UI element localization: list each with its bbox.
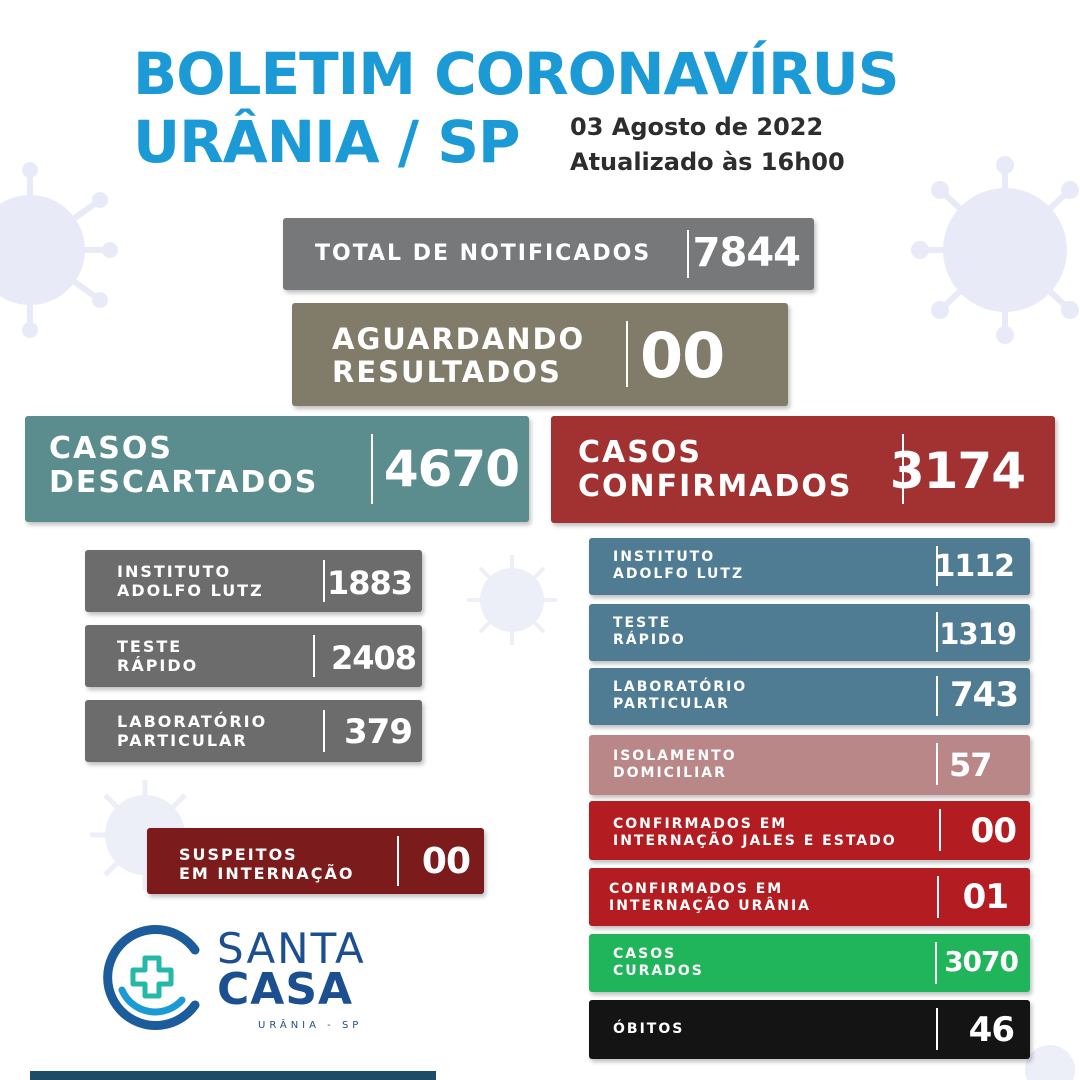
bottom-bar [30, 1071, 436, 1080]
aguardando-value: 00 [640, 319, 725, 392]
casos-descartados-box [25, 416, 529, 522]
breakdown-value: 57 [949, 746, 992, 784]
total-notificados-value: 7844 [692, 230, 800, 276]
santa-casa-logo [100, 920, 400, 1040]
descartados-laboratorio-box [85, 700, 422, 762]
breakdown-value: 46 [968, 1010, 1014, 1050]
divider [935, 942, 937, 984]
breakdown-value: 1883 [326, 564, 412, 602]
divider [936, 743, 938, 785]
total-notificados-box [283, 218, 814, 290]
virus-icon [905, 150, 1080, 350]
suspeitos-label: SUSPEITOS EM INTERNAÇÃO [179, 845, 355, 883]
confirmados-teste-rapido-box [589, 604, 1030, 661]
breakdown-label: TESTE RÁPIDO [117, 637, 199, 675]
logo-text-santa: SANTA [217, 924, 366, 973]
aguardando-label: AGUARDANDO RESULTADOS [332, 322, 586, 389]
total-notificados-label: TOTAL DE NOTIFICADOS [315, 241, 652, 266]
report-date: 03 Agosto de 2022 [570, 113, 824, 141]
title-line-1: BOLETIM CORONAVÍRUS [133, 40, 899, 108]
divider [313, 635, 315, 677]
divider [936, 612, 938, 652]
casos-confirmados-box [551, 416, 1055, 523]
breakdown-value: 743 [950, 675, 1018, 715]
breakdown-label: CASOS CURADOS [613, 946, 704, 979]
divider [936, 1008, 938, 1050]
breakdown-label: LABORATÓRIO PARTICULAR [117, 712, 268, 750]
obitos-box [589, 1000, 1030, 1059]
breakdown-value: 01 [962, 877, 1008, 917]
breakdown-label: CONFIRMADOS EM INTERNAÇÃO JALES E ESTADO [613, 816, 897, 849]
title-line-2: URÂNIA / SP [133, 108, 520, 176]
suspeitos-internacao-box [147, 828, 484, 894]
casos-curados-box [589, 934, 1030, 992]
divider [936, 676, 938, 716]
divider [687, 230, 689, 278]
divider [397, 836, 399, 886]
divider [323, 710, 325, 752]
suspeitos-value: 00 [421, 841, 470, 882]
breakdown-value: 00 [970, 811, 1016, 851]
divider [939, 809, 941, 851]
breakdown-value: 1319 [939, 617, 1016, 651]
breakdown-label: INSTITUTO ADOLFO LUTZ [613, 549, 745, 582]
virus-icon [0, 160, 120, 340]
casos-confirmados-value: 3174 [889, 442, 1025, 500]
report-date-block [570, 110, 845, 180]
divider [626, 321, 628, 387]
confirmados-laboratorio-box [589, 668, 1030, 725]
breakdown-label: LABORATÓRIO PARTICULAR [613, 679, 748, 712]
breakdown-value: 3070 [944, 945, 1018, 978]
divider [937, 876, 939, 918]
descartados-adolfo-lutz-box [85, 550, 422, 612]
aguardando-box [292, 303, 788, 406]
casos-descartados-value: 4670 [383, 440, 519, 498]
breakdown-value: 2408 [330, 639, 416, 677]
divider [371, 434, 373, 504]
descartados-teste-rapido-box [85, 625, 422, 687]
breakdown-label: ÓBITOS [613, 1021, 685, 1037]
confirmados-internacao-jales-box [589, 801, 1030, 860]
breakdown-value: 1112 [934, 549, 1014, 584]
breakdown-label: ISOLAMENTO DOMICILIAR [613, 748, 737, 781]
confirmados-internacao-urania-box [589, 868, 1030, 926]
casos-descartados-label: CASOS DESCARTADOS [49, 431, 319, 500]
logo-text-city: URÂNIA - SP [258, 1020, 363, 1031]
casos-confirmados-label: CASOS CONFIRMADOS [578, 435, 853, 504]
breakdown-label: CONFIRMADOS EM INTERNAÇÃO URÂNIA [609, 881, 811, 914]
virus-icon [462, 550, 562, 650]
breakdown-label: TESTE RÁPIDO [613, 615, 686, 648]
update-time: Atualizado às 16h00 [570, 148, 845, 176]
logo-text-casa: CASA [217, 964, 354, 1015]
santa-casa-emblem-icon [100, 920, 210, 1035]
confirmados-isolamento-box [589, 735, 1030, 795]
divider [323, 560, 325, 602]
breakdown-value: 379 [344, 712, 412, 752]
breakdown-label: INSTITUTO ADOLFO LUTZ [117, 562, 264, 600]
confirmados-adolfo-lutz-box [589, 538, 1030, 595]
